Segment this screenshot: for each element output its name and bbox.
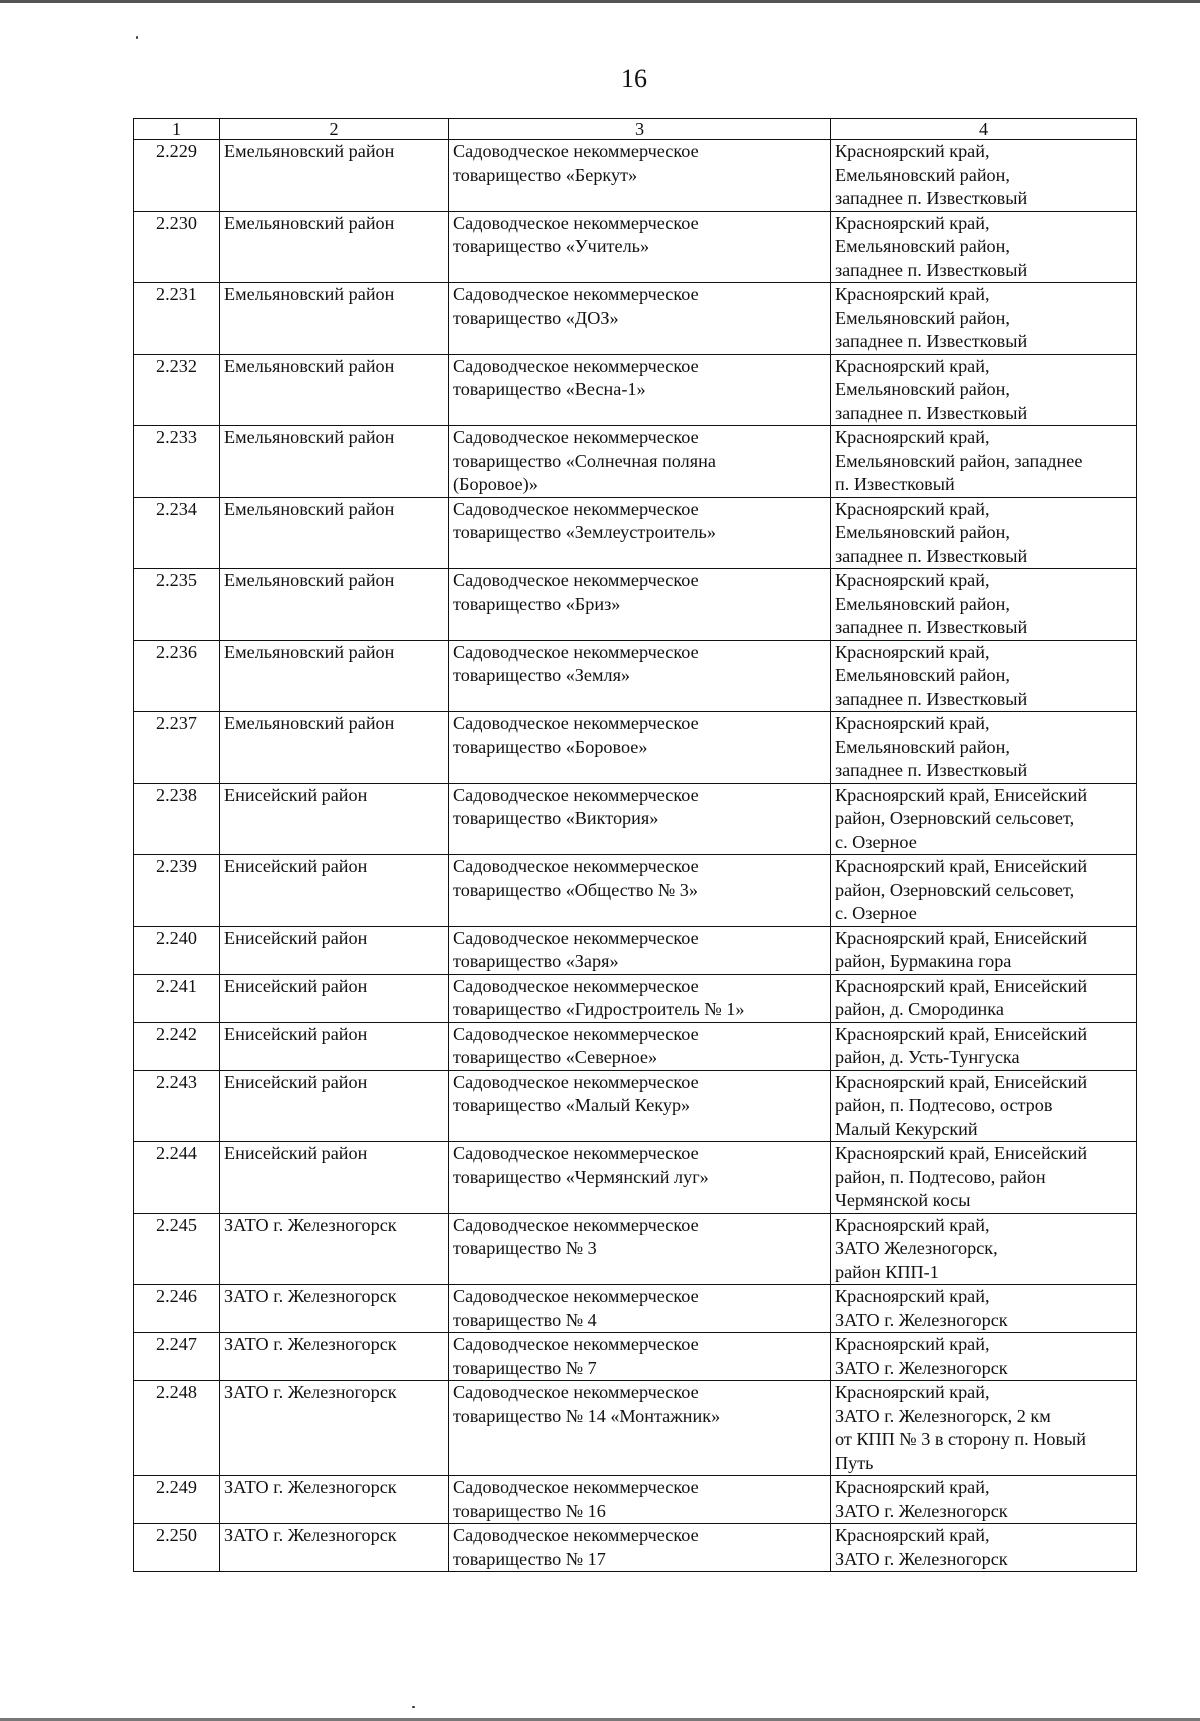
address-line: Красноярский край, [835,498,990,519]
address-line: Емельяновский район, [835,379,1010,399]
organization-name-cell [449,855,831,927]
organization-name-line: Садоводческое некоммерческое [453,713,699,733]
organization-name-line: товарищество «Беркут» [453,164,638,185]
organization-name-cell [449,354,831,426]
address-line: Емельяновский район, [835,164,1010,185]
organization-name-cell [449,497,831,569]
table-row [134,140,1137,212]
address-line: район, Бурмакина гора [835,951,1012,971]
organization-name-line: товарищество «Малый Кекур» [453,1095,691,1115]
organization-name-line: Садоводческое некоммерческое [453,856,699,876]
organization-name-line: товарищество «Земля» [453,665,631,685]
district-cell: ЗАТО г. Железногорск [220,1476,449,1524]
address-line: Красноярский край, Енисейский [835,1143,1088,1163]
address-line: ЗАТО Железногорск, [835,1238,998,1258]
organization-name-cell [449,1476,831,1524]
address-cell [831,1142,1137,1214]
organization-name-cell [449,1070,831,1142]
row-number-cell: 2.243 [134,1070,220,1142]
row-number-cell: 2.240 [134,926,220,974]
table-row [134,1213,1137,1285]
organization-name-line: товарищество № 17 [453,1548,606,1569]
address-line: Красноярский край, Енисейский [835,975,1088,996]
organization-name-line: Садоводческое некоммерческое [453,1477,699,1497]
address-line: Емельяновский район, [835,665,1010,685]
row-number-cell: 2.241 [134,974,220,1022]
organization-name-line: товарищество «Виктория» [453,808,659,828]
address-cell [831,974,1137,1022]
table-row [134,283,1137,355]
address-line: Емельяновский район, западнее [835,450,1083,471]
row-number-cell: 2.238 [134,783,220,855]
organization-name-line: Садоводческое некоммерческое [453,1286,699,1306]
organization-name-line: товарищество «Бриз» [453,593,621,614]
address-line: Красноярский край, [835,570,990,590]
address-line: Красноярский край, [835,1525,990,1545]
address-line: Чермянской косы [835,1190,971,1210]
row-number-cell: 2.242 [134,1022,220,1070]
district-cell: Емельяновский район [220,283,449,355]
district-cell: Енисейский район [220,974,449,1022]
organization-name-line: товарищество «Боровое» [453,736,648,757]
address-line: Красноярский край, Енисейский [835,1023,1088,1044]
address-cell [831,354,1137,426]
organization-name-line: товарищество «Общество № 3» [453,879,698,900]
organization-name-line: Садоводческое некоммерческое [453,927,699,948]
row-number-cell: 2.245 [134,1213,220,1285]
address-cell [831,211,1137,283]
organization-name-line: Садоводческое некоммерческое [453,1071,699,1092]
district-cell: Емельяновский район [220,354,449,426]
table-row [134,855,1137,927]
address-line: п. Известковый [835,474,955,494]
address-line: район, Озерновский сельсовет, [835,879,1075,900]
organization-name-cell [449,783,831,855]
address-cell [831,1070,1137,1142]
address-line: Красноярский край, Енисейский [835,784,1088,805]
district-cell: ЗАТО г. Железногорск [220,1381,449,1476]
district-cell: Енисейский район [220,926,449,974]
organization-name-line: товарищество «ДОЗ» [453,307,619,328]
table-row [134,426,1137,498]
table-row [134,354,1137,426]
organization-name-line: товарищество «Солнечная поляна [453,450,716,471]
table-row [134,1476,1137,1524]
organization-name-line: товарищество «Северное» [453,1047,658,1067]
table-row [134,640,1137,712]
table-row [134,1070,1137,1142]
table-row [134,712,1137,784]
scan-speck [136,36,138,39]
address-cell [831,1022,1137,1070]
column-header: 3 [449,119,831,140]
scan-edge-top [0,0,1200,3]
row-number-cell: 2.250 [134,1524,220,1572]
address-cell [831,640,1137,712]
table-row [134,569,1137,641]
row-number-cell: 2.229 [134,140,220,212]
row-number-cell: 2.246 [134,1285,220,1333]
row-number-cell: 2.244 [134,1142,220,1214]
organization-name-line: товарищество «Заря» [453,951,619,971]
organization-name-cell [449,1142,831,1214]
row-number-cell: 2.236 [134,640,220,712]
district-cell: Емельяновский район [220,497,449,569]
address-line: Красноярский край, Енисейский [835,927,1088,948]
register-table [133,118,1137,1572]
address-line: Красноярский край, [835,641,990,662]
organization-name-line: Садоводческое некоммерческое [453,427,699,447]
row-number-cell: 2.233 [134,426,220,498]
organization-name-cell [449,426,831,498]
address-line: район КПП-1 [835,1261,939,1282]
district-cell: ЗАТО г. Железногорск [220,1285,449,1333]
address-line: от КПП № 3 в сторону п. Новый [835,1429,1087,1449]
row-number-cell: 2.237 [134,712,220,784]
address-line: Красноярский край, Енисейский [835,856,1088,876]
organization-name-line: товарищество № 14 «Монтажник» [453,1405,721,1426]
address-line: западнее п. Известковый [835,760,1028,780]
address-line: Емельяновский район, [835,593,1010,614]
organization-name-cell [449,926,831,974]
organization-name-line: товарищество «Весна-1» [453,379,646,399]
organization-name-cell [449,140,831,212]
organization-name-cell [449,974,831,1022]
address-line: западнее п. Известковый [835,617,1028,637]
organization-name-cell [449,640,831,712]
organization-name-line: товарищество № 7 [453,1357,597,1378]
row-number-cell: 2.248 [134,1381,220,1476]
organization-name-cell [449,283,831,355]
district-cell: Енисейский район [220,1022,449,1070]
district-cell: Енисейский район [220,1070,449,1142]
district-cell: Емельяновский район [220,426,449,498]
address-cell [831,783,1137,855]
address-line: Красноярский край, [835,284,990,304]
table-header-row [134,119,1137,140]
address-cell [831,140,1137,212]
organization-name-cell [449,569,831,641]
address-cell [831,1476,1137,1524]
row-number-cell: 2.235 [134,569,220,641]
address-line: Красноярский край, [835,1286,990,1306]
organization-name-cell [449,1333,831,1381]
address-line: Емельяновский район, [835,236,1010,256]
address-line: ЗАТО г. Железногорск [835,1309,1008,1330]
organization-name-line: Садоводческое некоммерческое [453,1214,699,1235]
address-line: Красноярский край, [835,1477,990,1497]
table-row [134,926,1137,974]
address-line: Красноярский край, Енисейский [835,1071,1088,1092]
district-cell: Емельяновский район [220,140,449,212]
organization-name-cell [449,211,831,283]
address-line: Красноярский край, [835,1214,990,1235]
address-cell [831,497,1137,569]
organization-name-line: Садоводческое некоммерческое [453,1143,699,1163]
address-cell [831,712,1137,784]
organization-name-line: Садоводческое некоммерческое [453,1334,699,1354]
row-number-cell: 2.247 [134,1333,220,1381]
organization-name-line: Садоводческое некоммерческое [453,212,699,233]
address-line: Красноярский край, [835,141,990,161]
organization-name-line: (Боровое)» [453,474,538,494]
organization-name-line: товарищество «Чермянский луг» [453,1166,709,1187]
district-cell: Енисейский район [220,1142,449,1214]
address-line: Красноярский край, [835,713,990,733]
address-line: западнее п. Известковый [835,188,1028,208]
organization-name-cell [449,1285,831,1333]
column-header: 1 [134,119,220,140]
table-row [134,1524,1137,1572]
district-cell: Енисейский район [220,783,449,855]
organization-name-line: Садоводческое некоммерческое [453,1525,699,1545]
page-number: 16 [621,64,647,93]
row-number-cell: 2.232 [134,354,220,426]
organization-name-line: Садоводческое некоммерческое [453,498,699,519]
table-row [134,1022,1137,1070]
address-line: район, д. Смородинка [835,999,1004,1019]
table-row [134,783,1137,855]
address-line: Емельяновский район, [835,307,1010,328]
address-line: район, д. Усть-Тунгуска [835,1047,1020,1067]
address-line: Красноярский край, [835,427,990,447]
table-row [134,497,1137,569]
address-line: с. Озерное [835,903,917,923]
row-number-cell: 2.230 [134,211,220,283]
organization-name-line: Садоводческое некоммерческое [453,570,699,590]
table-row [134,211,1137,283]
row-number-cell: 2.249 [134,1476,220,1524]
district-cell: Енисейский район [220,855,449,927]
organization-name-cell [449,1524,831,1572]
organization-name-line: Садоводческое некоммерческое [453,784,699,805]
row-number-cell: 2.234 [134,497,220,569]
row-number-cell: 2.239 [134,855,220,927]
address-line: западнее п. Известковый [835,688,1028,709]
address-line: Малый Кекурский [835,1118,978,1139]
table-row [134,974,1137,1022]
district-cell: Емельяновский район [220,569,449,641]
district-cell: ЗАТО г. Железногорск [220,1213,449,1285]
address-line: ЗАТО г. Железногорск [835,1357,1008,1378]
address-line: с. Озерное [835,831,917,852]
district-cell: ЗАТО г. Железногорск [220,1333,449,1381]
organization-name-line: Садоводческое некоммерческое [453,975,699,996]
address-cell [831,1285,1137,1333]
address-line: Красноярский край, [835,1334,990,1354]
address-line: западнее п. Известковый [835,259,1028,280]
scan-speck [412,1706,415,1708]
organization-name-cell [449,1381,831,1476]
address-line: Емельяновский район, [835,736,1010,757]
address-line: Красноярский край, [835,355,990,376]
address-line: район, п. Подтесово, район [835,1166,1046,1187]
address-cell [831,855,1137,927]
organization-name-line: Садоводческое некоммерческое [453,284,699,304]
organization-name-line: товарищество № 4 [453,1309,597,1330]
table-row [134,1381,1137,1476]
address-cell [831,569,1137,641]
table-row [134,1285,1137,1333]
address-cell [831,426,1137,498]
table-body [134,140,1137,1572]
row-number-cell: 2.231 [134,283,220,355]
address-line: западнее п. Известковый [835,545,1028,566]
district-cell: Емельяновский район [220,211,449,283]
organization-name-line: Садоводческое некоммерческое [453,141,699,161]
organization-name-cell [449,712,831,784]
address-cell [831,1333,1137,1381]
address-line: Красноярский край, [835,212,990,233]
address-line: ЗАТО г. Железногорск [835,1500,1008,1521]
address-cell [831,926,1137,974]
organization-name-line: товарищество № 16 [453,1500,606,1521]
address-line: западнее п. Известковый [835,331,1028,351]
column-header: 2 [220,119,449,140]
table-row [134,1333,1137,1381]
address-line: ЗАТО г. Железногорск, 2 км [835,1405,1051,1426]
organization-name-cell [449,1213,831,1285]
column-header: 4 [831,119,1137,140]
district-cell: ЗАТО г. Железногорск [220,1524,449,1572]
organization-name-line: товарищество «Учитель» [453,236,650,256]
district-cell: Емельяновский район [220,712,449,784]
organization-name-line: Садоводческое некоммерческое [453,355,699,376]
address-line: Красноярский край, [835,1382,990,1402]
district-cell: Емельяновский район [220,640,449,712]
address-line: район, п. Подтесово, остров [835,1095,1053,1115]
address-cell [831,283,1137,355]
table-row [134,1142,1137,1214]
address-cell [831,1213,1137,1285]
organization-name-line: Садоводческое некоммерческое [453,641,699,662]
organization-name-line: товарищество «Землеустроитель» [453,522,716,542]
address-line: Путь [835,1452,874,1473]
organization-name-line: товарищество «Гидростроитель № 1» [453,999,745,1019]
address-line: Емельяновский район, [835,522,1010,542]
address-line: район, Озерновский сельсовет, [835,808,1075,828]
organization-name-line: Садоводческое некоммерческое [453,1023,699,1044]
address-cell [831,1524,1137,1572]
organization-name-cell [449,1022,831,1070]
organization-name-line: Садоводческое некоммерческое [453,1382,699,1402]
organization-name-line: товарищество № 3 [453,1238,597,1258]
address-line: ЗАТО г. Железногорск [835,1548,1008,1569]
address-line: западнее п. Известковый [835,402,1028,423]
address-cell [831,1381,1137,1476]
